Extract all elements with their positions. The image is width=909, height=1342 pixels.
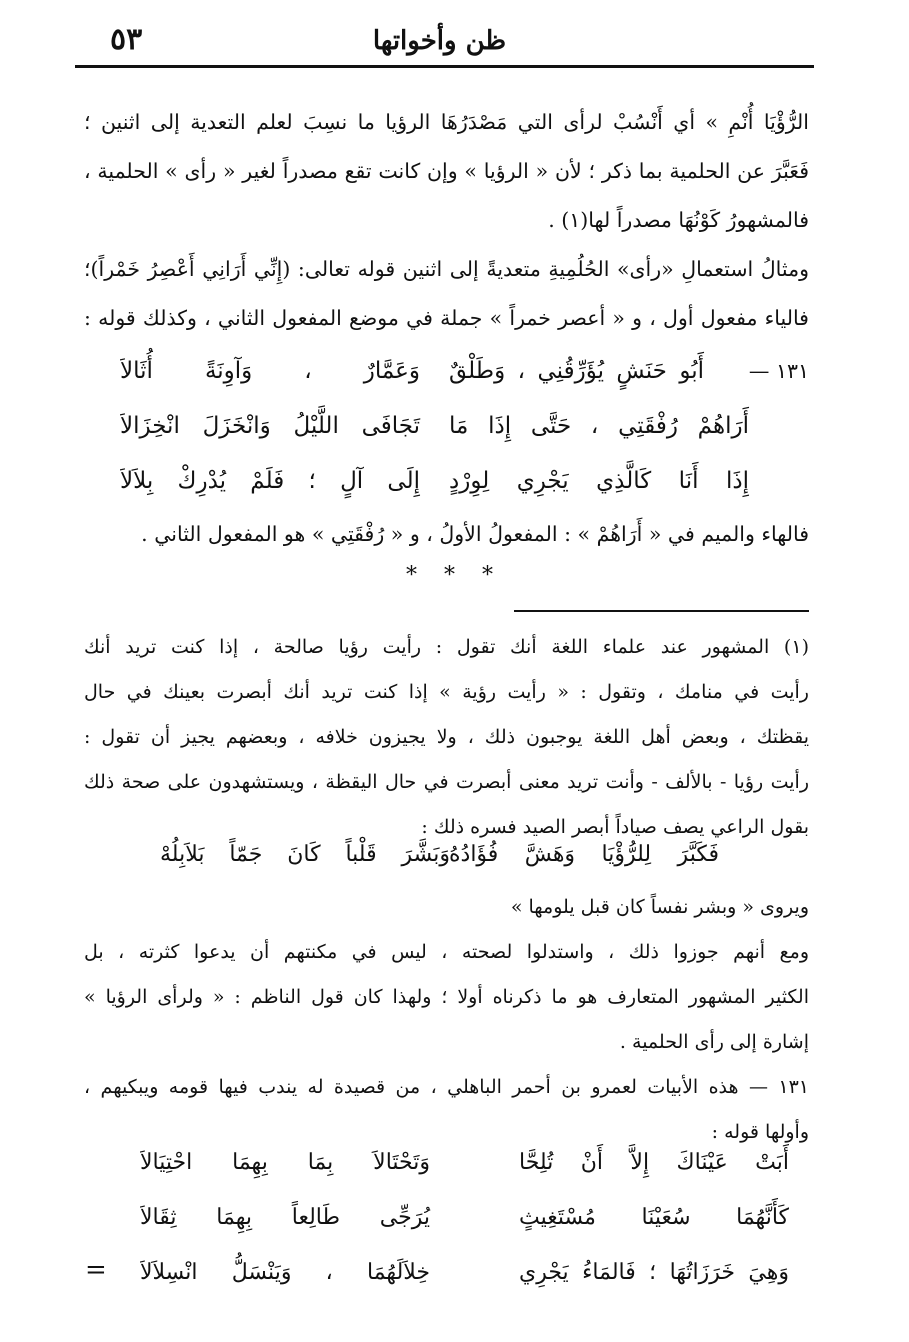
page-number: ٥٣ (110, 22, 143, 57)
footnote-line: إشارة إلى رأى الحلمية . (619, 1031, 809, 1053)
verse-second-hemistich: تَجَافَى اللَّيْلُ وَانْخَزَلَ انْخِزَالاَ (120, 413, 420, 439)
footnote-line: بقول الراعي يصف صياداً أبصر الصيد فسره ذلك : (421, 816, 809, 838)
main-text (84, 98, 809, 343)
footnote-verse (140, 1248, 789, 1298)
footnote-line: ومع أنهم جوزوا ذلك ، واستدلوا لصحته ، ليس في مكنتهم أن يدعوا كثرته ، بل (84, 941, 809, 963)
running-header (70, 20, 809, 60)
chapter-title: ظن وأخواتها (372, 26, 507, 56)
verse-second-hemistich: إِلَى آلٍ ؛ فَلَمْ يُدْرِكْ بِلاَلاَ (120, 468, 420, 494)
verse-second-hemistich: وَبَشَّرَ قَلْباً كَانَ جَمّاً بَلاَبِلُهْ (160, 842, 450, 867)
footnote-line: رأيت في منامك ، وتقول : « رأيت رؤية » إذا كنت تريد أنك أبصرت بعينك في حال (84, 681, 809, 703)
text-line: ومثالُ استعمالِ «رأى» الحُلُمِيةِ متعديةً إلى اثنين قوله تعالى: (إِنِّي أَرَانِي أَعْصِرُ خَمْراً)؛ (84, 257, 809, 281)
verse-first-hemistich: إِذَا أَنَا كَالَّذِي يَجْرِي لِوِرْدٍ (449, 468, 749, 494)
footnote-line: ١٣١ — هذه الأبيات لعمرو بن أحمر الباهلي ، من قصيدة له يندب فيها قومه ويبكيهم ، (84, 1076, 809, 1098)
text-line: فالمشهورُ كَوْنُهَا مصدراً لها(١) . (548, 208, 809, 232)
verse-first-hemistich: فَكَبَّرَ لِلرُّؤْيَا وَهَشَّ فُؤَادُهُ (449, 842, 719, 867)
text-line: فالياء مفعول أول ، و « أعصر خمراً » جملة في موضع المفعول الثاني ، وكذلك قوله : (84, 306, 809, 330)
verse-first-hemistich: أَرَاهُمْ رُفْقَتِي ، حَتَّى إِذَا مَا (449, 413, 749, 439)
verse-first-hemistich: وَهِيَ خَرَزَاتُهَا ؛ فَالمَاءُ يَجْرِي (519, 1260, 789, 1285)
verse-first-hemistich: أَبُو حَنَشٍ يُؤَرِّقُنِي ، وَطَلْقٌ (449, 358, 704, 384)
verse-line (120, 455, 809, 507)
footnote-verse (140, 1193, 789, 1243)
verse-number: ١٣١ — (748, 359, 809, 383)
text-line: فالهاء والميم في « أَرَاهُمْ » : المفعولُ الأولُ ، و « رُفْقَتِي » هو المفعول الثاني . (141, 522, 809, 546)
footnote-verse (140, 1138, 789, 1188)
footnotes (84, 625, 809, 850)
footnote-variant: ويروى « وبشر نفساً كان قبل يلومها » (510, 896, 809, 918)
footnote-rule (514, 610, 809, 612)
verse-first-hemistich: أَبَتْ عَيْنَاكَ إِلاَّ أَنْ تُلِحَّا (519, 1150, 789, 1175)
footnote-verse (160, 830, 719, 880)
verse-first-hemistich: كَأَنَّهُمَا سُعَيْنَا مُسْتَغِيثٍ (519, 1205, 789, 1230)
verse-line (120, 345, 809, 397)
continuation-mark: = (85, 1255, 107, 1285)
header-rule (75, 65, 814, 68)
footnote-line: (١) المشهور عند علماء اللغة أنك تقول : رأيت رؤيا صالحة ، إذا كنت تريد أنك (84, 636, 809, 658)
verse-second-hemistich: وَعَمَّارٌ ، وَآوِنَةً أُثَالاَ (120, 358, 420, 384)
verse-line (120, 400, 809, 452)
footnote-line: رأيت رؤيا - بالألف - وأنت تريد معنى أبصرت في حال اليقظة ، ويستشهدون على صحة ذلك (84, 771, 809, 793)
footnote-line: الكثير المشهور المتعارف هو ما ذكرناه أولا ؛ ولهذا كان قول الناظم : « ولرأى الرؤيا » (84, 986, 809, 1008)
text-line: فَعَبَّرَ عن الحلمية بما ذكر ؛ لأن « الرؤيا » وإن كانت تقع مصدراً لغير « رأى » الحلمية ، (84, 159, 809, 183)
footnote-line: وأولها قوله : (711, 1121, 809, 1143)
footnotes-continued (84, 885, 809, 1155)
footnote-line: يقظتك ، وبعض أهل اللغة يوجبون ذلك ، ولا يجيزون خلافه ، وبعضهم يجيز أن تقول : (84, 726, 809, 748)
verse-second-hemistich: يُرَجِّى طَالِعاً بِهِمَا ثِقَالاَ (140, 1205, 430, 1230)
verse-second-hemistich: وَتَحْتَالاَ بِمَا بِهِمَا احْتِيَالاَ (140, 1150, 430, 1175)
text-line: الرُّؤْيَا أُنْمِ » أي أَنْسُبْ لرأى التي مَصْدَرُهَا الرؤيا ما نسِبَ لعلم التعدية إلى اثنين ؛ (84, 110, 809, 134)
verse-second-hemistich: خِلاَلَهُمَا ، وَيَنْسَلُّ انْسِلاَلاَ (140, 1260, 430, 1285)
main-text-continued (84, 510, 809, 559)
section-separator: * * * (406, 563, 503, 588)
